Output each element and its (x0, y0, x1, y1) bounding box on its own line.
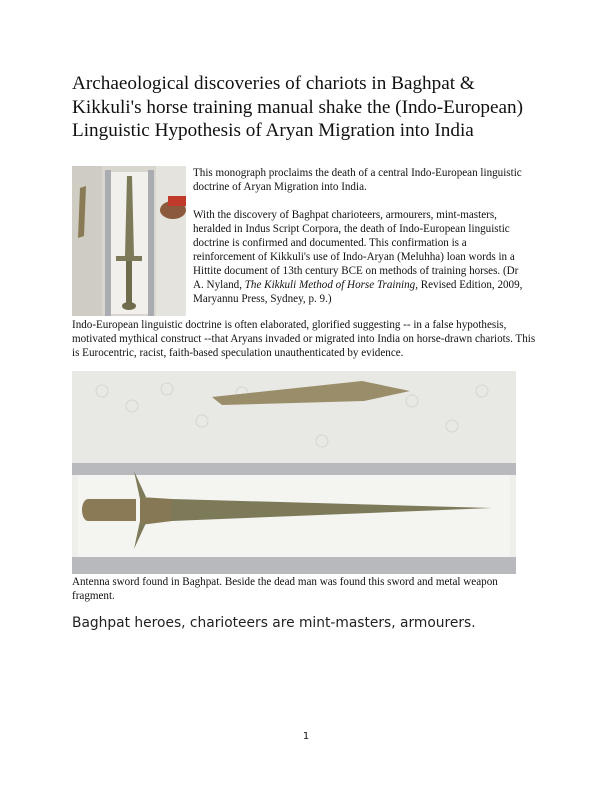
antenna-sword-photo (72, 371, 516, 574)
photo-caption: Antenna sword found in Baghpat. Beside the dead man was found this sword and metal weapon fragment. (72, 576, 498, 602)
continuation-paragraph: Indo-European linguistic doctrine is often elaborated, glorified suggesting -- in a false hypothesis, motivated mythical construct --that Aryans invaded or migrated into India on horse-drawn chariots. This is Eurocentric, racist, faith-based speculation unauthenticated by evidence. (72, 319, 536, 359)
intro-paragraph-2 (193, 208, 523, 306)
section-subheading: Baghpat heroes, charioteers are mint-masters, armourers. (72, 615, 476, 631)
intro-p2-text: With the discovery of Baghpat charioteers, armourers, mint-masters, heralded in Indus Script Corpora, the death of Indo-European linguistic doctrine is confirmed and documented. This confirmation is a reinforcement of Kikkuli's use of Indo-Aryan (Meluhha) loan words in a Hittite document of 13th century BCE on methods of training horses. (Dr A. Nyland, (193, 209, 519, 291)
page-number: 1 (302, 731, 310, 742)
intro-paragraph-1: This monograph proclaims the death of a central Indo-European linguistic doctrine of Aryan Migration into India. (193, 167, 522, 193)
intro-text (193, 166, 523, 320)
book-title: The Kikkuli Method of Horse Training (244, 279, 416, 291)
intro-p2-citation: , Revised Edition, 2009, Maryannu Press, Sydney, p. 9.) (193, 279, 523, 305)
sword-tray-photo (72, 166, 186, 316)
article-title: Archaeological discoveries of chariots in Baghpat & Kikkuli's horse training manual shake the (Indo-European) Linguistic Hypothesis of Aryan Migration into India (72, 73, 524, 142)
